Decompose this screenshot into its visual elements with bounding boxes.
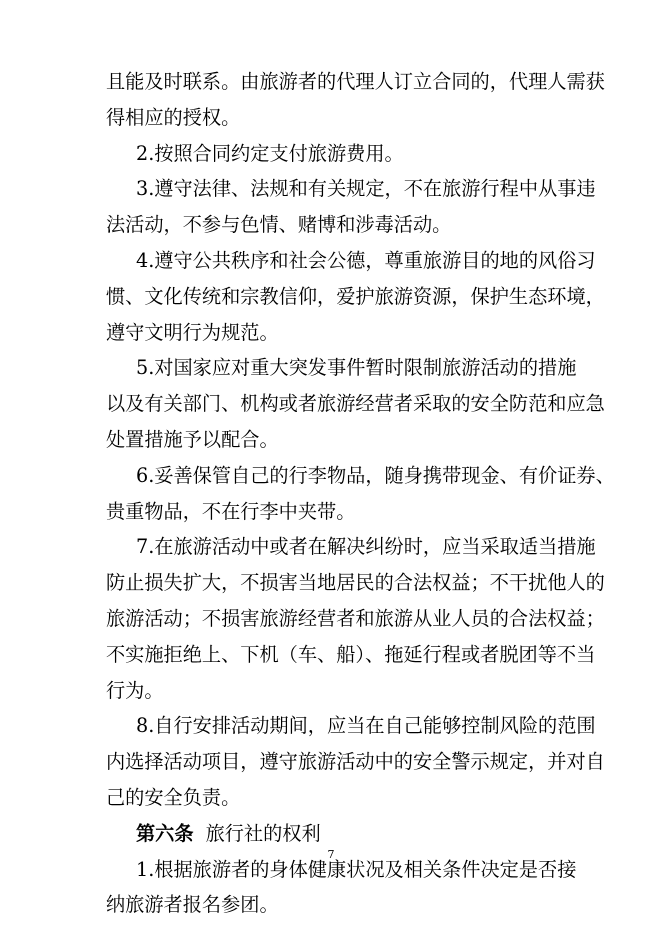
- text-line: 7.在旅游活动中或者在解决纠纷时，应当采取适当措施: [136, 535, 596, 559]
- text-line: 且能及时联系。由旅游者的代理人订立合同的，代理人需获: [106, 70, 605, 93]
- article-title: 旅行社的权利: [205, 821, 321, 845]
- text-line: 4.遵守公共秩序和社会公德，尊重旅游目的地的风俗习: [136, 249, 596, 272]
- article-heading: [136, 817, 566, 851]
- text-line: 惯、文化传统和宗教信仰，爱护旅游资源，保护生态环境，: [106, 284, 605, 308]
- text-line: 不实施拒绝上、下机（车、船）、拖延行程或者脱团等不当: [106, 642, 596, 666]
- text-line: 内选择活动项目，遵守旅游活动中的安全警示规定，并对自: [106, 750, 605, 774]
- text-line: 得相应的授权。: [106, 105, 241, 129]
- text-line: 行为。: [106, 678, 164, 702]
- article-number: 第六条: [136, 821, 194, 845]
- text-line: 纳旅游者报名参团。: [106, 893, 279, 917]
- text-line: 防止损失扩大，不损害当地居民的合法权益；不干扰他人的: [106, 571, 605, 595]
- text-line: 遵守文明行为规范。: [106, 320, 279, 344]
- text-line: 法活动，不参与色情、赌博和涉毒活动。: [106, 213, 452, 237]
- text-line: 己的安全负责。: [106, 786, 241, 809]
- text-line: 6.妥善保管自己的行李物品，随身携带现金、有价证券、: [136, 463, 615, 487]
- text-line: 8.自行安排活动期间，应当在自己能够控制风险的范围: [136, 714, 596, 738]
- text-line: 旅游活动；不损害旅游经营者和旅游从业人员的合法权益；: [106, 607, 605, 630]
- text-line: 5.对国家应对重大突发事件暂时限制旅游活动的措施: [136, 356, 577, 380]
- text-line: 1.根据旅游者的身体健康状况及相关条件决定是否接: [136, 857, 577, 881]
- page-number: 7: [327, 848, 335, 861]
- text-line: 2.按照合同约定支付旅游费用。: [136, 141, 404, 165]
- text-line: 3.遵守法律、法规和有关规定，不在旅游行程中从事违: [136, 177, 596, 201]
- text-line: 贵重物品，不在行李中夹带。: [106, 499, 356, 523]
- text-line: 处置措施予以配合。: [106, 428, 279, 451]
- text-line: 以及有关部门、机构或者旅游经营者采取的安全防范和应急: [106, 392, 605, 416]
